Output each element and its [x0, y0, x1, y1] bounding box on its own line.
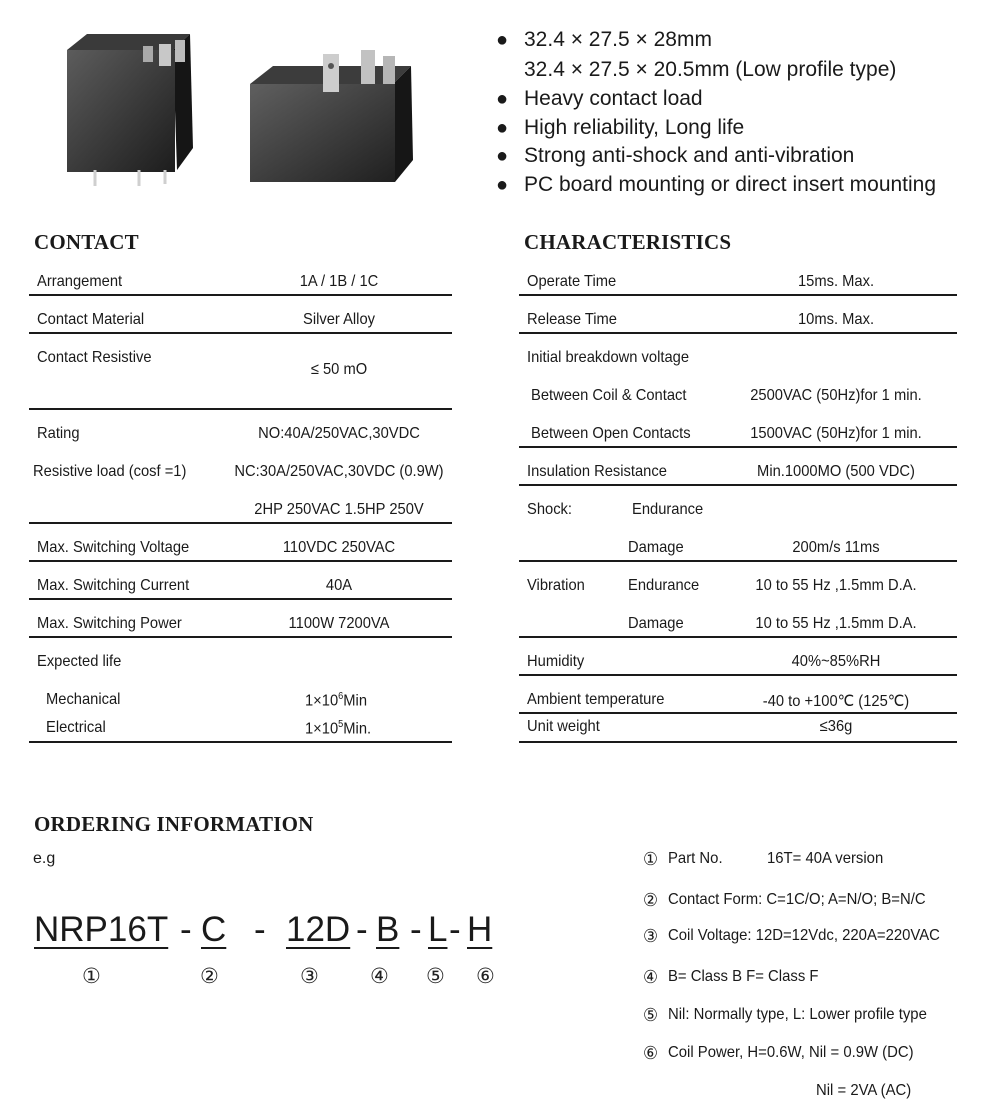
relay-low-image: [250, 50, 413, 182]
code-index-5: ⑤: [426, 965, 445, 988]
arrangement-label: Arrangement: [37, 273, 123, 290]
bullet-icon: ●: [496, 117, 509, 139]
breakdown-coil-value: 2500VAC (50Hz)for 1 min.: [750, 387, 922, 404]
vibration-endurance-label: Endurance: [628, 577, 700, 594]
code-index-6: ⑥: [476, 965, 495, 988]
note-part-no: Part No.: [668, 850, 723, 867]
code-index-4: ④: [370, 965, 389, 988]
breakdown-open-label: Between Open Contacts: [531, 425, 691, 442]
code-sep: -: [180, 910, 192, 949]
shock-damage-value: 200m/s 11ms: [792, 539, 880, 556]
operate-label: Operate Time: [527, 273, 617, 290]
ordering-heading: ORDERING INFORMATION: [34, 812, 314, 836]
shock-damage-label: Damage: [628, 539, 684, 556]
note-num-6: ⑥: [643, 1043, 659, 1063]
note-num-5: ⑤: [643, 1005, 659, 1025]
code-coil-voltage: 12D: [286, 910, 351, 949]
row-divider: [519, 741, 957, 743]
row-divider: [29, 598, 452, 600]
code-class: B: [376, 910, 400, 949]
life-elec-label: Electrical: [46, 719, 106, 736]
arrangement-value: 1A / 1B / 1C: [299, 273, 379, 290]
code-sep: -: [254, 910, 266, 949]
row-divider: [519, 674, 957, 676]
code-sep: -: [410, 910, 422, 949]
breakdown-coil-label: Between Coil & Contact: [531, 387, 687, 404]
note-coil-power: Coil Power, H=0.6W, Nil = 0.9W (DC): [668, 1044, 914, 1061]
code-sep: -: [449, 910, 461, 949]
note-coil-voltage: Coil Voltage: 12D=12Vdc, 220A=220VAC: [668, 927, 940, 944]
code-coil-power: H: [467, 910, 493, 949]
row-divider: [29, 294, 452, 296]
sw-voltage-label: Max. Switching Voltage: [37, 539, 190, 556]
vibration-damage-label: Damage: [628, 615, 684, 632]
feature-anti-shock: Strong anti-shock and anti-vibration: [524, 144, 855, 167]
release-value: 10ms. Max.: [797, 311, 875, 328]
sw-voltage-value: 110VDC 250VAC: [282, 539, 396, 556]
row-divider: [519, 332, 957, 334]
life-label: Expected life: [37, 653, 122, 670]
relay-tall-image: [67, 34, 193, 186]
feature-reliability: High reliability, Long life: [524, 116, 745, 139]
code-sep: -: [356, 910, 368, 949]
bullet-icon: ●: [496, 174, 509, 196]
row-divider: [519, 484, 957, 486]
code-index-3: ③: [300, 965, 319, 988]
shock-endurance-label: Endurance: [632, 501, 704, 518]
weight-label: Unit weight: [527, 718, 600, 735]
vibration-endurance-value: 10 to 55 Hz ,1.5mm D.A.: [755, 577, 917, 594]
code-index-1: ①: [82, 965, 101, 988]
note-part-no-version: 16T= 40A version: [767, 850, 884, 867]
feature-dimensions-low: 32.4 × 27.5 × 20.5mm (Low profile type): [524, 58, 897, 81]
shock-label: Shock:: [527, 501, 573, 518]
insulation-label: Insulation Resistance: [527, 463, 667, 480]
code-index-2: ②: [200, 965, 219, 988]
weight-value: ≤36g: [819, 718, 853, 735]
breakdown-open-value: 1500VAC (50Hz)for 1 min.: [750, 425, 922, 442]
note-num-1: ①: [643, 849, 659, 869]
feature-mounting: PC board mounting or direct insert mounting: [524, 173, 937, 196]
row-divider: [519, 560, 957, 562]
feature-dimensions: 32.4 × 27.5 × 28mm: [524, 28, 712, 51]
row-divider: [29, 408, 452, 410]
row-divider: [519, 636, 957, 638]
code-profile: L: [428, 910, 448, 949]
contact-heading: CONTACT: [34, 230, 139, 254]
row-divider: [29, 332, 452, 334]
material-label: Contact Material: [37, 311, 145, 328]
note-num-3: ③: [643, 926, 659, 946]
rating-value-nc: NC:30A/250VAC,30VDC (0.9W): [234, 463, 444, 480]
sw-current-value: 40A: [325, 577, 353, 594]
characteristics-heading: CHARACTERISTICS: [524, 230, 732, 254]
sw-power-value: 1100W 7200VA: [288, 615, 390, 632]
bullet-icon: ●: [496, 88, 509, 110]
note-class: B= Class B F= Class F: [668, 968, 819, 985]
bullet-icon: ●: [496, 29, 509, 51]
life-mech-label: Mechanical: [46, 691, 121, 708]
bullet-icon: ●: [496, 145, 509, 167]
row-divider: [29, 741, 452, 743]
sw-power-label: Max. Switching Power: [37, 615, 182, 632]
release-label: Release Time: [527, 311, 618, 328]
rating-value-hp: 2HP 250VAC 1.5HP 250V: [254, 501, 424, 518]
vibration-damage-value: 10 to 55 Hz ,1.5mm D.A.: [755, 615, 917, 632]
row-divider: [29, 522, 452, 524]
vibration-label: Vibration: [527, 577, 585, 594]
ambient-value: -40 to +100℃ (125℃): [762, 693, 910, 710]
resistive-label: Contact Resistive: [37, 349, 152, 366]
humidity-label: Humidity: [527, 653, 585, 670]
material-value: Silver Alloy: [303, 311, 375, 328]
breakdown-label: Initial breakdown voltage: [527, 349, 690, 366]
note-profile: Nil: Normally type, L: Lower profile type: [668, 1006, 927, 1023]
sw-current-label: Max. Switching Current: [37, 577, 190, 594]
feature-contact-load: Heavy contact load: [524, 87, 703, 110]
insulation-value: Min.1000MO (500 VDC): [757, 463, 915, 480]
code-contact-form: C: [201, 910, 227, 949]
row-divider: [29, 636, 452, 638]
note-num-2: ②: [643, 890, 659, 910]
row-divider: [519, 294, 957, 296]
row-divider: [29, 560, 452, 562]
humidity-value: 40%~85%RH: [791, 653, 881, 670]
code-part-no: NRP16T: [34, 910, 169, 949]
rating-sublabel: Resistive load (cosf =1): [33, 463, 187, 480]
note-num-4: ④: [643, 967, 659, 987]
life-mech-value: $1\times 10^6Min$: [305, 691, 367, 710]
resistive-value: ≤ 50 mO: [310, 361, 368, 378]
ambient-label: Ambient temperature: [527, 691, 665, 708]
rating-value-no: NO:40A/250VAC,30VDC: [258, 425, 420, 442]
rating-label: Rating: [37, 425, 80, 442]
life-elec-value: $1\times 10^5Min$.: [305, 719, 372, 738]
note-contact-form: Contact Form: C=1C/O; A=N/O; B=N/C: [668, 891, 926, 908]
example-label: e.g: [33, 850, 56, 867]
row-divider: [519, 712, 957, 714]
note-coil-power-ac: Nil = 2VA (AC): [816, 1082, 912, 1099]
operate-value: 15ms. Max.: [797, 273, 875, 290]
row-divider: [519, 446, 957, 448]
product-photo: [55, 20, 435, 200]
